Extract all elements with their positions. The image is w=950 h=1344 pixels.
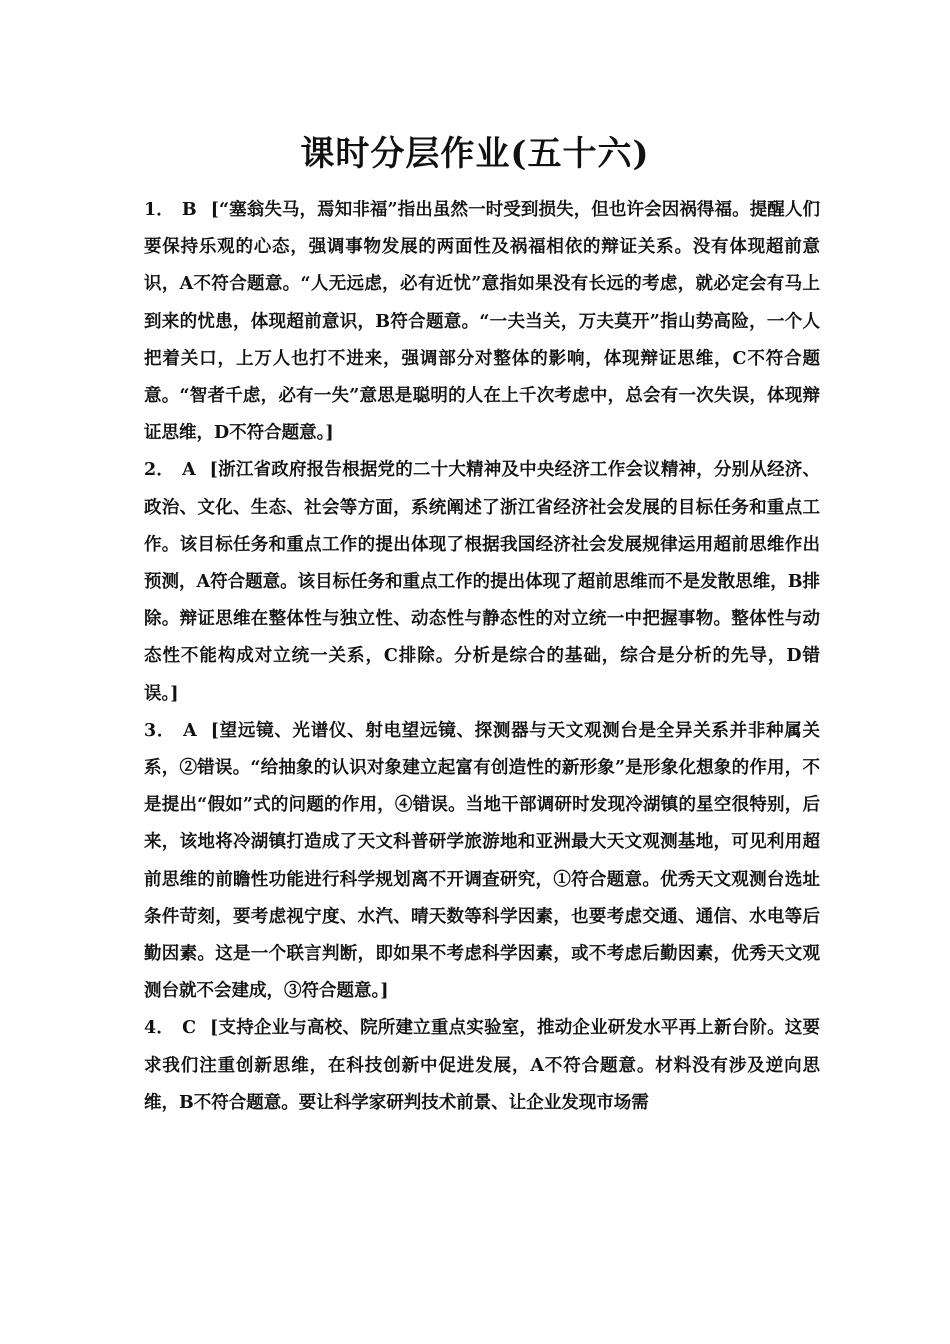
question-item: [144, 713, 820, 1011]
answer-letter: C: [182, 1018, 197, 1039]
answer-letter: B: [181, 200, 197, 220]
answer-list: [144, 192, 820, 1122]
answer-explanation: [浙江省政府报告根据党的二十大精神及中央经济工作会议精神，分别从经济、政治、文化、生态、社会等方面，系统阐述了浙江省经济社会发展的目标任务和重点工作。该目标任务和重点工作的提出体现了根据我国经济社会发展规律运用超前思维作出预测，A符合题意。该目标任务和重点工作的提出体现了超前思维而不是发散思维，B排除。辩证思维在整体性与独立性、动态性与静态性的对立统一中把握事物。整体性与动态性不能构成对立统一关系，C排除。分析是综合的基础，综合是分析的先导，D错误。]: [144, 460, 820, 704]
answer-explanation: [望远镜、光谱仪、射电望远镜、探测器与天文观测台是全异关系并非种属关系，②错误。“给抽象的认识对象建立起富有创造性的新形象”是形象化想象的作用，不是提出“假如”式的问题的作用，④错误。当地干部调研时发现冷湖镇的星空很特别，后来，该地将冷湖镇打造成了天文科普研学旅游地和亚洲最大天文观测基地，可见利用超前思维的前瞻性功能进行科学规划离不开调查研究，①符合题意。优秀天文观测台选址条件苛刻，要考虑视宁度、水汽、晴天数等科学因素，也要考虑交通、通信、水电等后勤因素。这是一个联言判断，即如果不考虑科学因素，或不考虑后勤因素，优秀天文观测台就不会建成，③符合题意。]: [144, 720, 820, 1002]
answer-explanation: [支持企业与高校、院所建立重点实验室，推动企业研发水平再上新台阶。这要求我们注重创新思维，在科技创新中促进发展，A不符合题意。材料没有涉及逆向思维，B不符合题意。要让科学家研判技术前景、让企业发现市场需: [144, 1018, 820, 1113]
answer-explanation: [“塞翁失马，焉知非福”指出虽然一时受到损失，但也许会因祸得福。提醒人们要保持乐观的心态，强调事物发展的两面性及祸福相依的辩证关系。没有体现超前意识，A不符合题意。“人无远虑，必有近忧”意指如果没有长远的考虑，就必定会有马上到来的忧患，体现超前意识，B符合题意。“一夫当关，万夫莫开”指山势高险，一个人把着关口，上万人也打不进来，强调部分对整体的影响，体现辩证思维，C不符合题意。“智者千虑，必有一失”意思是聪明的人在上千次考虑中，总会有一次失误，体现辩证思维，D不符合题意。]: [144, 200, 820, 444]
answer-letter: A: [183, 720, 197, 741]
question-item: [144, 452, 820, 712]
question-item: [144, 192, 820, 452]
question-item: [144, 1010, 820, 1122]
question-number: 3．: [144, 720, 176, 741]
question-number: 1．: [144, 200, 174, 220]
question-number: 2．: [144, 460, 175, 481]
answer-letter: A: [182, 460, 196, 481]
page-title: 课时分层作业(五十六): [300, 134, 650, 174]
question-number: 4．: [144, 1018, 175, 1039]
